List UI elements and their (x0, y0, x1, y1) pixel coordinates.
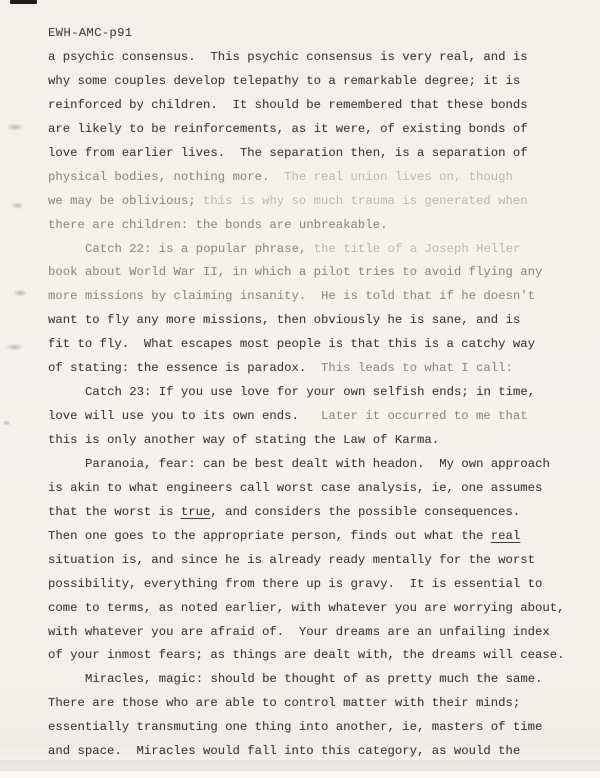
text-segment: There are those who are able to control matter with their minds; (48, 696, 521, 711)
text-segment: want to fly any more missions, then obviously he is sane, and is (48, 313, 521, 328)
text-segment: is akin to what engineers call worst case analysis, ie, one assumes (48, 480, 543, 495)
underlined-word: true (180, 504, 211, 519)
text-line (48, 238, 588, 262)
text-segment: love from earlier lives. The separation then, is a separation of (48, 145, 528, 160)
text-segment: Then one goes to the appropriate person, finds out what the (48, 528, 491, 543)
text-segment: of stating: the essence is paradox. (48, 361, 322, 376)
scan-smudge (11, 202, 24, 209)
text-segment: fit to fly. What escapes most people is that this is a catchy way (48, 337, 536, 352)
text-segment: that the worst is (48, 504, 181, 519)
text-segment: reinforced by children. It should be remembered that these bonds (48, 97, 528, 112)
scan-bottom-edge (0, 770, 600, 778)
text-segment: come to terms, as noted earlier, with whatever you are worrying about, (48, 600, 565, 615)
text-line (48, 261, 588, 285)
page-header: EWH-AMC-p91 (48, 26, 133, 40)
scan-smudge (6, 123, 24, 131)
text-line (48, 333, 588, 357)
text-segment: He is told that if he doesn't (321, 289, 536, 304)
text-line (48, 525, 588, 549)
scan-smudge (5, 343, 24, 351)
text-line (48, 94, 588, 118)
text-line (48, 309, 588, 333)
text-line (48, 405, 588, 429)
text-line (48, 644, 588, 668)
text-line (48, 501, 588, 525)
text-segment: we may be oblivious; (48, 193, 203, 208)
text-line (48, 692, 588, 716)
text-segment: and space. Miracles would fall into this category, as would the (48, 744, 521, 759)
text-segment: physical bodies, nothing more. (48, 169, 285, 184)
text-line (48, 668, 588, 692)
text-segment: Catch 22: is a popular phrase, (85, 241, 314, 256)
text-line (48, 142, 588, 166)
text-line (48, 477, 588, 501)
text-segment: Paranoia, fear: can be best dealt with headon. My own approach (85, 456, 550, 471)
text-line (48, 573, 588, 597)
text-segment: why some couples develop telepathy to a remarkable degree; it is (48, 73, 521, 88)
text-line (48, 716, 588, 740)
text-line (48, 118, 588, 142)
text-segment: essentially transmuting one thing into another, ie, masters of time (48, 720, 543, 735)
underlined-word: real (490, 528, 521, 543)
text-line (48, 549, 588, 573)
text-segment: love will use you to its own ends. (48, 409, 322, 424)
text-segment: The real union lives on, though (284, 169, 513, 184)
text-line (48, 597, 588, 621)
text-segment: with whatever you are afraid of. Your dreams are an unfailing index (48, 624, 550, 639)
text-segment: Later it occurred to me that (321, 409, 528, 424)
text-segment: this is why so much trauma is generated when (202, 193, 528, 208)
text-segment: of your inmost fears; as things are dealt with, the dreams will cease. (48, 648, 565, 663)
text-line (48, 46, 588, 70)
text-segment: more missions by claiming insanity. (48, 289, 322, 304)
text-segment: , and considers the possible consequences. (210, 504, 521, 519)
text-segment: this is only another way of stating the Law of Karma. (48, 433, 440, 447)
text-line (48, 381, 588, 405)
text-line (48, 70, 588, 94)
scan-artifact-corner (10, 0, 37, 4)
text-line (48, 621, 588, 645)
scan-smudge (13, 289, 28, 297)
text-line (48, 429, 588, 453)
text-segment: there are children: the bonds are unbreakable. (48, 217, 388, 232)
scan-smudge (2, 420, 11, 426)
text-segment: book about World War II, in which a pilot tries to avoid flying any (48, 265, 543, 280)
text-segment: the title of a Joseph Heller (313, 241, 521, 256)
text-line (48, 214, 588, 238)
document-body (48, 46, 588, 764)
text-line (48, 357, 588, 381)
text-segment: This leads to what I call: (321, 361, 513, 376)
text-segment: are likely to be reinforcements, as it were, of existing bonds of (48, 121, 528, 136)
text-line (48, 166, 588, 190)
text-segment: Miracles, magic: should be thought of as pretty much the same. (85, 672, 543, 687)
text-segment: Catch 23: If you use love for your own selfish ends; in time, (85, 385, 536, 400)
text-line (48, 190, 588, 214)
text-segment: a psychic consensus. This psychic consensus is very real, and is (48, 50, 528, 64)
text-segment: situation is, and since he is already ready mentally for the worst (48, 552, 536, 567)
text-line (48, 453, 588, 477)
text-segment: possibility, everything from there up is gravy. It is essential to (48, 576, 543, 591)
text-line (48, 285, 588, 309)
